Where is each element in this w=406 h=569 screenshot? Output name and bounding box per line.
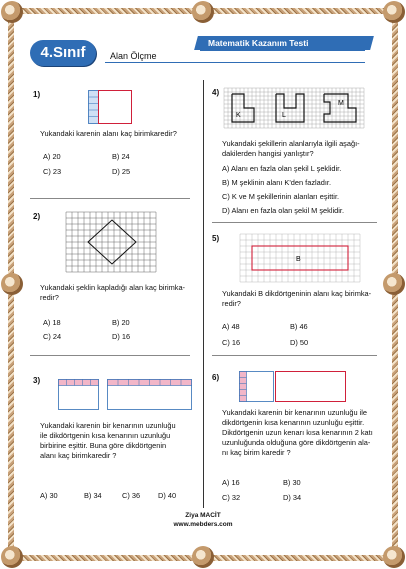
option[interactable]: D) 34 <box>283 493 302 502</box>
option[interactable]: A) 20 <box>43 152 61 161</box>
test-title-band <box>194 36 374 50</box>
q2-grid-figure <box>66 212 158 274</box>
question-separator <box>30 355 190 356</box>
option[interactable]: A) 16 <box>222 478 240 487</box>
option[interactable]: D) 50 <box>290 338 309 347</box>
question-text: Yukandaki karenin alanı kaç birimkaredir? <box>40 129 177 138</box>
footer-author: Ziya MACİT <box>185 512 221 519</box>
option[interactable]: A) 30 <box>40 491 58 500</box>
shape-label-k: K <box>236 112 241 119</box>
option[interactable]: D) 25 <box>112 167 131 176</box>
q3-figure <box>58 379 193 411</box>
option[interactable]: B) 34 <box>84 491 102 500</box>
option[interactable]: C) K ve M şekillerinin alanları eşittir. <box>222 192 340 201</box>
rope-knot-icon <box>383 1 405 23</box>
question-number: 4) <box>212 88 220 97</box>
option[interactable]: A) 48 <box>222 322 240 331</box>
option[interactable]: C) 36 <box>122 491 141 500</box>
header-rule <box>200 50 365 51</box>
option[interactable]: B) 46 <box>290 322 308 331</box>
topic-title: Alan Ölçme <box>110 51 157 61</box>
rope-knot-icon <box>383 546 405 568</box>
question-number: 2) <box>33 212 41 221</box>
question-text: Yukandaki karenin bir kenarının uzunluğu ile dikdörtgenin kısa kenarının uzunluğu eşittir. Dikdörtgenin uzun kenarı kısa kenarının 2 katı uzunluğunda olduğuna göre dikdörtgenin ala- nı kaç birim karedir ? <box>222 408 373 457</box>
rope-knot-icon <box>1 273 23 295</box>
question-text: Yukandaki B dikdörtgeninin alanı kaç birimka- redir? <box>222 289 372 308</box>
question-number: 1) <box>33 90 41 99</box>
footer-site[interactable]: www.mebders.com <box>173 521 233 528</box>
shape-label-m: M <box>338 100 344 107</box>
rope-knot-icon <box>383 273 405 295</box>
option[interactable]: B) 30 <box>283 478 301 487</box>
question-separator <box>212 222 377 223</box>
q4-grid-figure <box>224 88 366 128</box>
question-text: Yukandaki şekillerin alanlarıyla ilgili aşağı- dakilerden hangisi yanlıştır? <box>222 139 360 158</box>
rope-knot-icon <box>1 546 23 568</box>
option[interactable]: C) 32 <box>222 493 241 502</box>
option[interactable]: A) Alanı en fazla olan şekil L şeklidir. <box>222 164 342 173</box>
question-number: 6) <box>212 373 220 382</box>
option[interactable]: C) 24 <box>43 332 62 341</box>
q5-grid-figure <box>240 234 360 282</box>
grade-badge: 4.Sınıf <box>30 40 96 66</box>
rope-knot-icon <box>192 546 214 568</box>
test-title: Matematik Kazanım Testi <box>208 38 309 48</box>
question-number: 3) <box>33 376 41 385</box>
option[interactable]: B) M şeklinin alanı K'den fazladır. <box>222 178 332 187</box>
question-text: Yukandaki karenin bir kenarının uzunluğu ile dikdörtgenin kısa kenarının uzunluğu birbirine eşittir. Buna göre dikdörtgenin alanı kaç birimkaredir ? <box>40 421 176 460</box>
option[interactable]: B) 24 <box>112 152 130 161</box>
shape-label-l: L <box>282 112 286 119</box>
question-text: Yukandaki şeklin kapladığı alan kaç birimka- redir? <box>40 283 186 302</box>
option[interactable]: D) Alanı en fazla olan şekil M şeklidir. <box>222 206 344 215</box>
question-separator <box>212 355 377 356</box>
option[interactable]: D) 16 <box>112 332 131 341</box>
header-rule <box>105 62 365 63</box>
question-separator <box>30 198 190 199</box>
option[interactable]: D) 40 <box>158 491 177 500</box>
option[interactable]: B) 20 <box>112 318 130 327</box>
rope-knot-icon <box>192 1 214 23</box>
option[interactable]: C) 23 <box>43 167 62 176</box>
option[interactable]: A) 18 <box>43 318 61 327</box>
q1-figure <box>88 90 134 124</box>
option[interactable]: C) 16 <box>222 338 241 347</box>
rope-knot-icon <box>1 1 23 23</box>
question-number: 5) <box>212 234 220 243</box>
column-divider <box>203 80 204 508</box>
shape-label-b: B <box>296 256 301 263</box>
q6-figure <box>239 371 349 403</box>
